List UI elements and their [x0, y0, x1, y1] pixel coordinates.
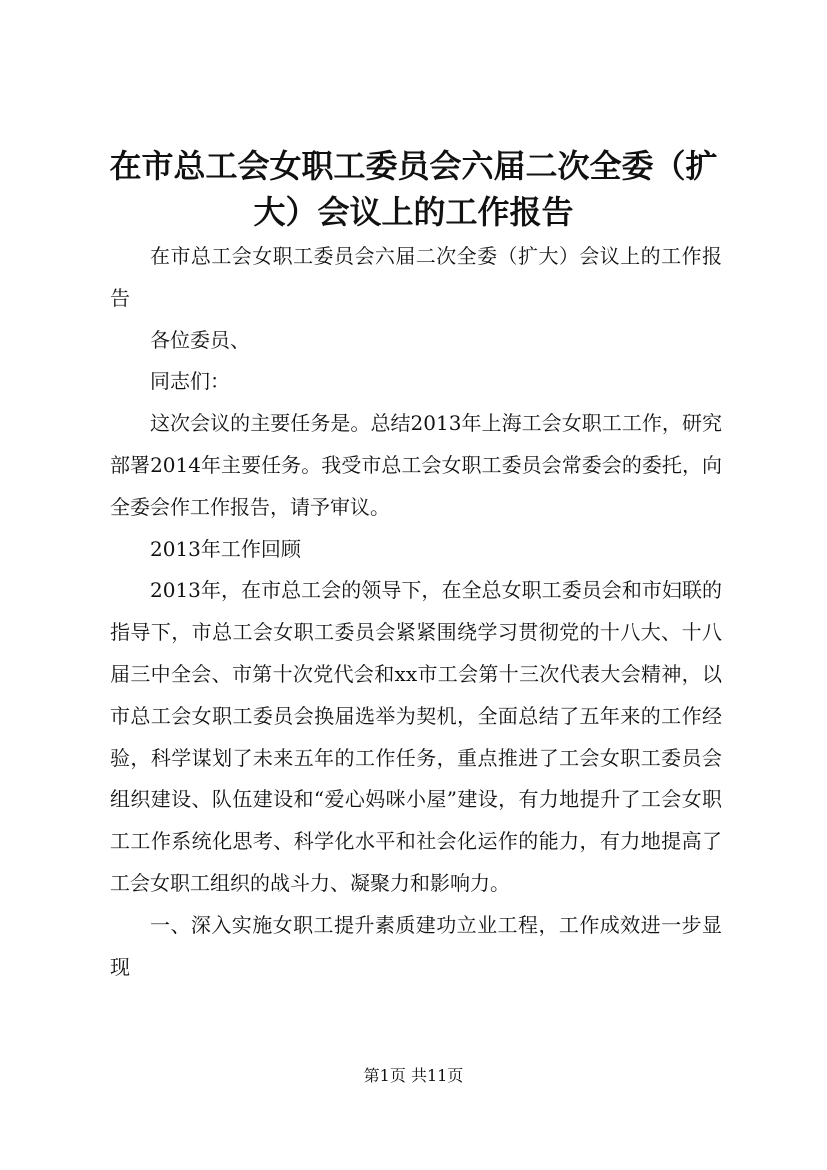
paragraph-salutation-comrades: 同志们：	[150, 369, 230, 394]
document-title: 在市总工会女职工委员会六届二次全委（扩大）会议上的工作报告	[109, 147, 718, 231]
section-heading-review: 2013年工作回顾	[150, 536, 301, 561]
document-body	[110, 236, 722, 988]
paragraph-subtitle: 在市总工会女职工委员会六届二次全委（扩大）会议上的工作报告	[110, 244, 722, 310]
paragraph-review: 2013年，在市总工会的领导下，在全总女职工委员会和市妇联的指导下，市总工会女职工委员会紧紧围绕学习贯彻党的十八大、十八届三中全会、市第十次党代会和xx市工会第十三次代表大会精神，以市总工会女职工委员会换届选举为契机，全面总结了五年来的工作经验，科学谋划了未来五年的工作任务，重点推进了工会女职工委员会组织建设、队伍建设和“爱心妈咪小屋”建设，有力地提升了工会女职工工作系统化思考、科学化水平和社会化运作的能力，有力地提高了工会女职工组织的战斗力、凝聚力和影响力。	[110, 578, 722, 895]
section-heading-one: 一、深入实施女职工提升素质建功立业工程，工作成效进一步显现	[110, 912, 722, 979]
paragraph-salutation-members: 各位委员、	[150, 327, 250, 352]
paragraph-intro: 这次会议的主要任务是。总结2013年上海工会女职工工作，研究部署2014年主要任务。我受市总工会女职工委员会常委会的委托，向全委会作工作报告，请予审议。	[110, 411, 722, 519]
page-footer: 第1页 共11页	[363, 1066, 464, 1085]
